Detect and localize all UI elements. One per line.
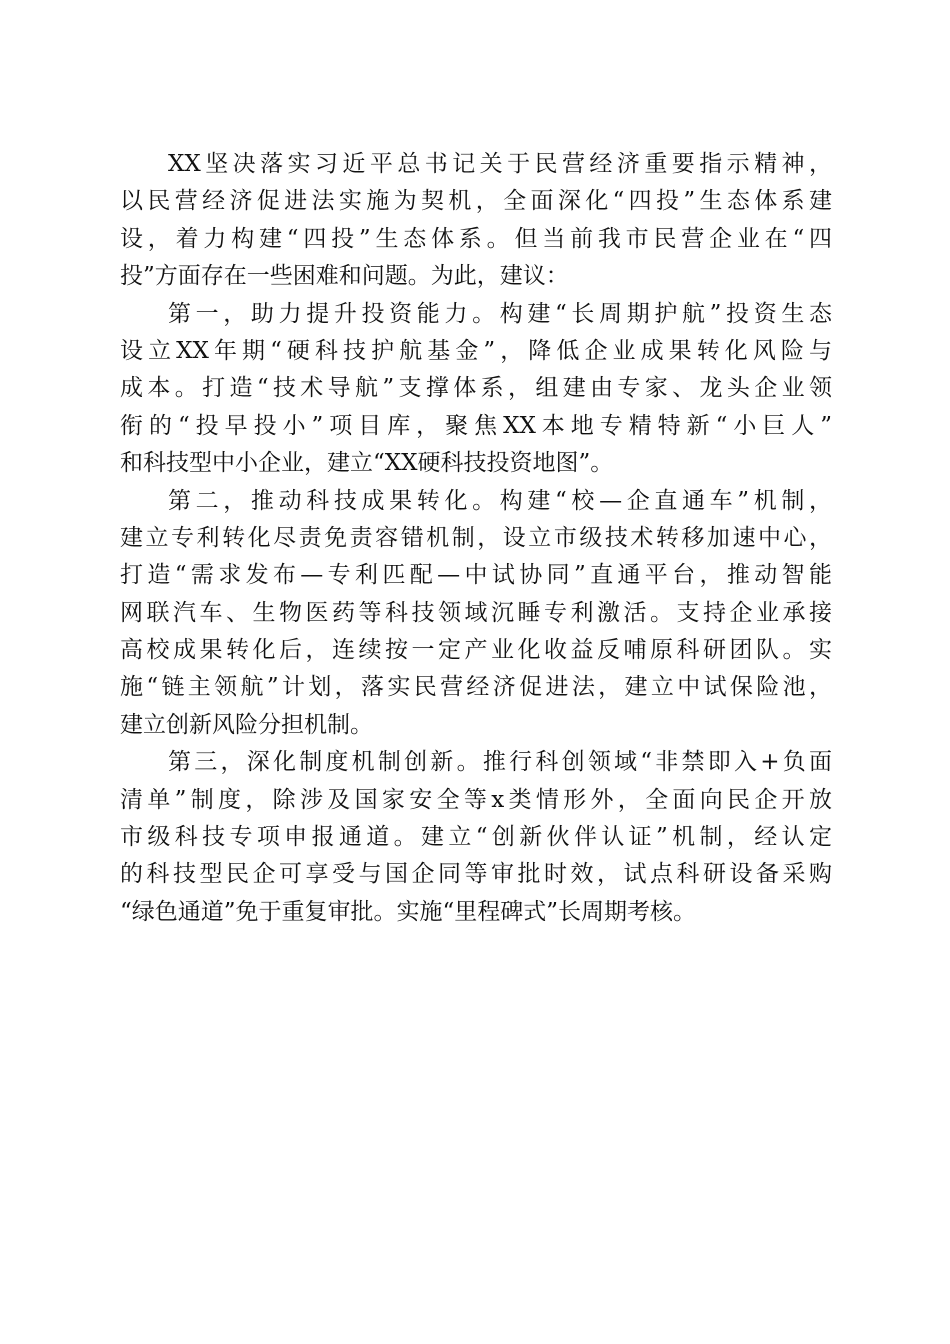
text-line: 衔的“投早投小”项目库，聚焦XX本地专精特新“小巨人” bbox=[120, 412, 832, 439]
text-line: 第二，推动科技成果转化。构建“校—企直通车”机制， bbox=[168, 487, 832, 514]
text-line: “绿色通道”免于重复审批。实施“里程碑式”长周期考核。 bbox=[120, 898, 697, 925]
text-line: 建立创新风险分担机制。 bbox=[120, 711, 373, 738]
text-line: 建立专利转化尽责免责容错机制，设立市级技术转移加速中心， bbox=[120, 524, 832, 551]
text-line: 第一，助力提升投资能力。构建“长周期护航”投资生态 bbox=[168, 300, 832, 327]
paragraph-intro bbox=[120, 146, 832, 296]
text-line: 第三，深化制度机制创新。推行科创领域“非禁即入+负面 bbox=[168, 749, 832, 776]
paragraph-third bbox=[120, 744, 832, 931]
text-line: 的科技型民企可享受与国企同等审批时效，试点科研设备采购 bbox=[120, 861, 832, 888]
document-body bbox=[120, 146, 832, 931]
text-line: 高校成果转化后，连续按一定产业化收益反哺原科研团队。实 bbox=[120, 637, 832, 664]
text-line: 以民营经济促进法实施为契机，全面深化“四投”生态体系建 bbox=[120, 188, 832, 215]
paragraph-second bbox=[120, 483, 832, 745]
text-line: 市级科技专项申报通道。建立“创新伙伴认证”机制，经认定 bbox=[120, 824, 832, 851]
text-line: 网联汽车、生物医药等科技领域沉睡专利激活。支持企业承接 bbox=[120, 599, 832, 626]
paragraph-first bbox=[120, 296, 832, 483]
text-line: 设，着力构建“四投”生态体系。但当前我市民营企业在“四 bbox=[120, 225, 832, 252]
text-line: 清单”制度，除涉及国家安全等x类情形外，全面向民企开放 bbox=[120, 786, 832, 813]
text-line: XX坚决落实习近平总书记关于民营经济重要指示精神， bbox=[168, 151, 832, 177]
text-line: 打造“需求发布—专利匹配—中试协同”直通平台，推动智能 bbox=[120, 562, 832, 589]
text-line: 和科技型中小企业，建立“XX硬科技投资地图”。 bbox=[120, 450, 614, 477]
text-line: 设立XX年期“硬科技护航基金”，降低企业成果转化风险与 bbox=[120, 337, 832, 364]
text-line: 施“链主领航”计划，落实民营经济促进法，建立中试保险池， bbox=[120, 674, 832, 701]
text-line: 成本。打造“技术导航”支撑体系，组建由专家、龙头企业领 bbox=[120, 375, 832, 402]
text-line: 投”方面存在一些困难和问题。为此，建议： bbox=[120, 263, 569, 290]
